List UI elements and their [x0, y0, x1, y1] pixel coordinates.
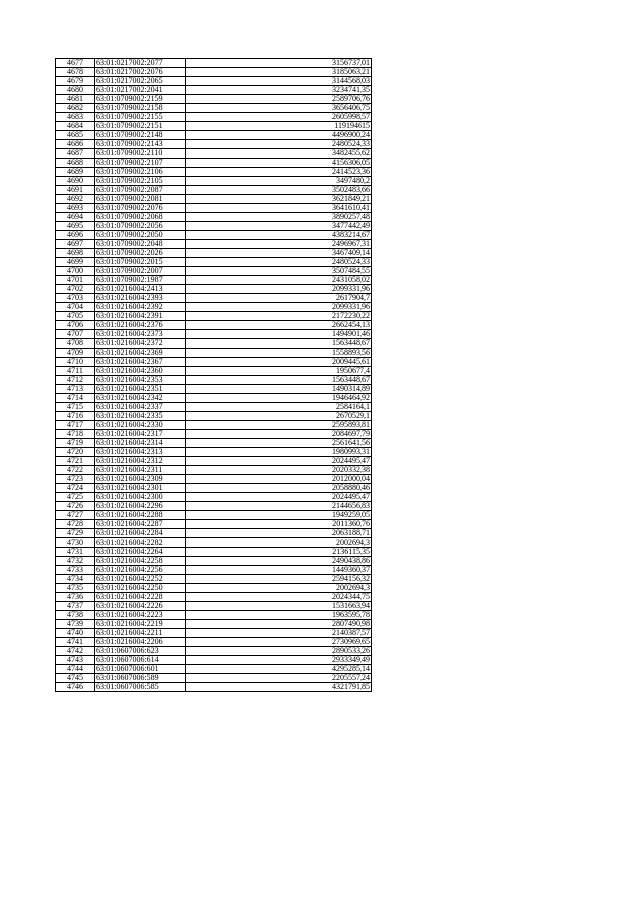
cadastral-value-cell: 2730969,65 [186, 638, 372, 647]
cadastral-value-cell: 3234741,35 [186, 86, 372, 95]
row-number-cell: 4719 [56, 438, 95, 447]
table-row [56, 321, 372, 330]
row-number-cell: 4701 [56, 276, 95, 285]
cadastral-value-cell: 2594156,32 [186, 574, 372, 583]
cadastral-value-cell: 2144656,83 [186, 502, 372, 511]
cadastral-number-cell: 63:01:0709002:2155 [95, 113, 186, 122]
row-number-cell: 4710 [56, 357, 95, 366]
row-number-cell: 4709 [56, 348, 95, 357]
table-row [56, 330, 372, 339]
cadastral-value-cell: 2024495,47 [186, 493, 372, 502]
cadastral-number-cell: 63:01:0216004:2309 [95, 475, 186, 484]
table-row [56, 68, 372, 77]
cadastral-value-cell: 2807490,98 [186, 619, 372, 628]
cadastral-value-cell: 4156306,05 [186, 158, 372, 167]
row-number-cell: 4736 [56, 592, 95, 601]
row-number-cell: 4700 [56, 267, 95, 276]
row-number-cell: 4729 [56, 529, 95, 538]
row-number-cell: 4707 [56, 330, 95, 339]
row-number-cell: 4723 [56, 475, 95, 484]
cadastral-value-cell: 2490438,86 [186, 556, 372, 565]
cadastral-value-cell: 2172230,22 [186, 312, 372, 321]
table-row [56, 511, 372, 520]
table-row [56, 638, 372, 647]
row-number-cell: 4715 [56, 402, 95, 411]
cadastral-value-cell: 3482455,62 [186, 149, 372, 158]
cadastral-value-cell: 2480524,33 [186, 258, 372, 267]
cadastral-number-cell: 63:01:0216004:2372 [95, 339, 186, 348]
cadastral-value-cell: 1563448,67 [186, 375, 372, 384]
table-row [56, 294, 372, 303]
cadastral-number-cell: 63:01:0709002:2106 [95, 167, 186, 176]
row-number-cell: 4706 [56, 321, 95, 330]
row-number-cell: 4727 [56, 511, 95, 520]
table-row [56, 647, 372, 656]
table-row [56, 113, 372, 122]
table-row [56, 619, 372, 628]
cadastral-value-cell: 2205557,24 [186, 674, 372, 683]
table-row [56, 167, 372, 176]
table-row [56, 339, 372, 348]
row-number-cell: 4738 [56, 610, 95, 619]
row-number-cell: 4699 [56, 258, 95, 267]
table-row [56, 547, 372, 556]
cadastral-value-cell: 2584164,1 [186, 402, 372, 411]
row-number-cell: 4703 [56, 294, 95, 303]
cadastral-value-cell: 1490314,89 [186, 384, 372, 393]
cadastral-number-cell: 63:01:0607006:589 [95, 674, 186, 683]
row-number-cell: 4698 [56, 248, 95, 257]
cadastral-value-cell: 2099331,96 [186, 303, 372, 312]
cadastral-number-cell: 63:01:0709002:2007 [95, 267, 186, 276]
table-row [56, 140, 372, 149]
row-number-cell: 4734 [56, 574, 95, 583]
cadastral-value-cell: 2063188,71 [186, 529, 372, 538]
table-body [56, 59, 372, 692]
cadastral-value-cell: 2012000,04 [186, 475, 372, 484]
cadastral-value-cell: 2662454,13 [186, 321, 372, 330]
cadastral-number-cell: 63:01:0607006:614 [95, 656, 186, 665]
cadastral-value-cell: 2496967,31 [186, 239, 372, 248]
cadastral-number-cell: 63:01:0709002:2026 [95, 248, 186, 257]
cadastral-number-cell: 63:01:0216004:2296 [95, 502, 186, 511]
row-number-cell: 4739 [56, 619, 95, 628]
row-number-cell: 4682 [56, 104, 95, 113]
table-row [56, 420, 372, 429]
cadastral-number-cell: 63:01:0216004:2284 [95, 529, 186, 538]
cadastral-value-cell: 2002694,3 [186, 583, 372, 592]
row-number-cell: 4689 [56, 167, 95, 176]
cadastral-value-cell: 2140387,57 [186, 628, 372, 637]
cadastral-value-cell: 1980993,31 [186, 448, 372, 457]
cadastral-value-cell: 3467409,14 [186, 248, 372, 257]
cadastral-value-cell: 2595893,81 [186, 420, 372, 429]
table-row [56, 574, 372, 583]
table-row [56, 267, 372, 276]
row-number-cell: 4714 [56, 393, 95, 402]
table-row [56, 248, 372, 257]
cadastral-number-cell: 63:01:0216004:2211 [95, 628, 186, 637]
table-row [56, 366, 372, 375]
cadastral-value-cell: 2480524,33 [186, 140, 372, 149]
row-number-cell: 4692 [56, 194, 95, 203]
table-row [56, 429, 372, 438]
cadastral-number-cell: 63:01:0216004:2314 [95, 438, 186, 447]
cadastral-number-cell: 63:01:0216004:2376 [95, 321, 186, 330]
table-row [56, 276, 372, 285]
cadastral-value-cell: 4321791,85 [186, 683, 372, 692]
table-row [56, 239, 372, 248]
row-number-cell: 4741 [56, 638, 95, 647]
row-number-cell: 4687 [56, 149, 95, 158]
cadastral-value-cell: 2084697,79 [186, 429, 372, 438]
cadastral-number-cell: 63:01:0216004:2300 [95, 493, 186, 502]
cadastral-number-cell: 63:01:0607006:585 [95, 683, 186, 692]
table-row [56, 438, 372, 447]
table-row [56, 158, 372, 167]
table-row [56, 230, 372, 239]
cadastral-value-cell: 1449360,37 [186, 565, 372, 574]
cadastral-number-cell: 63:01:0216004:2228 [95, 592, 186, 601]
table-row [56, 312, 372, 321]
table-row [56, 628, 372, 637]
table-row [56, 303, 372, 312]
cadastral-value-cell: 2136115,35 [186, 547, 372, 556]
cadastral-number-cell: 63:01:0709002:2143 [95, 140, 186, 149]
cadastral-value-cell: 3477442,49 [186, 221, 372, 230]
cadastral-value-cell: 2617904,7 [186, 294, 372, 303]
cadastral-number-cell: 63:01:0217002:2041 [95, 86, 186, 95]
cadastral-value-cell: 3144568,03 [186, 77, 372, 86]
cadastral-value-cell: 1558893,56 [186, 348, 372, 357]
row-number-cell: 4745 [56, 674, 95, 683]
cadastral-value-cell: 2024495,47 [186, 457, 372, 466]
cadastral-number-cell: 63:01:0216004:2219 [95, 619, 186, 628]
cadastral-number-cell: 63:01:0709002:2159 [95, 95, 186, 104]
cadastral-number-cell: 63:01:0217002:2065 [95, 77, 186, 86]
cadastral-value-cell: 1494901,46 [186, 330, 372, 339]
row-number-cell: 4740 [56, 628, 95, 637]
cadastral-number-cell: 63:01:0709002:2050 [95, 230, 186, 239]
table-row [56, 565, 372, 574]
cadastral-number-cell: 63:01:0217002:2077 [95, 59, 186, 68]
cadastral-number-cell: 63:01:0709002:1987 [95, 276, 186, 285]
table-row [56, 556, 372, 565]
cadastral-value-cell: 3507484,55 [186, 267, 372, 276]
table-row [56, 375, 372, 384]
row-number-cell: 4744 [56, 665, 95, 674]
cadastral-number-cell: 63:01:0709002:2148 [95, 131, 186, 140]
row-number-cell: 4742 [56, 647, 95, 656]
table-row [56, 448, 372, 457]
cadastral-value-cell: 3890257,48 [186, 212, 372, 221]
table-row [56, 393, 372, 402]
row-number-cell: 4743 [56, 656, 95, 665]
row-number-cell: 4730 [56, 538, 95, 547]
row-number-cell: 4732 [56, 556, 95, 565]
cadastral-number-cell: 63:01:0709002:2087 [95, 185, 186, 194]
row-number-cell: 4708 [56, 339, 95, 348]
table-row [56, 601, 372, 610]
table-row [56, 185, 372, 194]
cadastral-number-cell: 63:01:0709002:2105 [95, 176, 186, 185]
cadastral-number-cell: 63:01:0216004:2301 [95, 484, 186, 493]
cadastral-value-cell: 2589706,76 [186, 95, 372, 104]
cadastral-number-cell: 63:01:0216004:2250 [95, 583, 186, 592]
cadastral-number-cell: 63:01:0216004:2353 [95, 375, 186, 384]
row-number-cell: 4726 [56, 502, 95, 511]
row-number-cell: 4705 [56, 312, 95, 321]
cadastral-number-cell: 63:01:0216004:2312 [95, 457, 186, 466]
table-row [56, 221, 372, 230]
cadastral-number-cell: 63:01:0216004:2367 [95, 357, 186, 366]
row-number-cell: 4685 [56, 131, 95, 140]
row-number-cell: 4731 [56, 547, 95, 556]
cadastral-number-cell: 63:01:0216004:2342 [95, 393, 186, 402]
row-number-cell: 4678 [56, 68, 95, 77]
cadastral-value-cell: 2561641,56 [186, 438, 372, 447]
cadastral-number-cell: 63:01:0216004:2223 [95, 610, 186, 619]
table-row [56, 529, 372, 538]
table-row [56, 384, 372, 393]
table-row [56, 357, 372, 366]
table-row [56, 149, 372, 158]
row-number-cell: 4722 [56, 466, 95, 475]
cadastral-number-cell: 63:01:0216004:2413 [95, 285, 186, 294]
table-row [56, 95, 372, 104]
row-number-cell: 4717 [56, 420, 95, 429]
cadastral-number-cell: 63:01:0709002:2110 [95, 149, 186, 158]
cadastral-number-cell: 63:01:0216004:2391 [95, 312, 186, 321]
table-row [56, 538, 372, 547]
cadastral-number-cell: 63:01:0216004:2206 [95, 638, 186, 647]
table-row [56, 203, 372, 212]
cadastral-number-cell: 63:01:0216004:2287 [95, 520, 186, 529]
row-number-cell: 4694 [56, 212, 95, 221]
cadastral-number-cell: 63:01:0216004:2351 [95, 384, 186, 393]
table-row [56, 122, 372, 131]
row-number-cell: 4725 [56, 493, 95, 502]
cadastral-number-cell: 63:01:0216004:2256 [95, 565, 186, 574]
cadastral-value-cell: 3656406,75 [186, 104, 372, 113]
cadastral-number-cell: 63:01:0709002:2107 [95, 158, 186, 167]
table-row [56, 520, 372, 529]
table-row [56, 402, 372, 411]
row-number-cell: 4724 [56, 484, 95, 493]
cadastral-number-cell: 63:01:0216004:2337 [95, 402, 186, 411]
cadastral-number-cell: 63:01:0216004:2252 [95, 574, 186, 583]
cadastral-value-cell: 1963595,78 [186, 610, 372, 619]
cadastral-number-cell: 63:01:0709002:2068 [95, 212, 186, 221]
row-number-cell: 4716 [56, 411, 95, 420]
row-number-cell: 4681 [56, 95, 95, 104]
row-number-cell: 4695 [56, 221, 95, 230]
table-row [56, 59, 372, 68]
cadastral-number-cell: 63:01:0607006:601 [95, 665, 186, 674]
cadastral-value-cell: 3156737,01 [186, 59, 372, 68]
cadastral-value-table [55, 58, 372, 692]
row-number-cell: 4721 [56, 457, 95, 466]
cadastral-number-cell: 63:01:0709002:2015 [95, 258, 186, 267]
table-row [56, 131, 372, 140]
cadastral-value-cell: 1946464,92 [186, 393, 372, 402]
row-number-cell: 4693 [56, 203, 95, 212]
row-number-cell: 4679 [56, 77, 95, 86]
cadastral-value-cell: 4295285,14 [186, 665, 372, 674]
cadastral-number-cell: 63:01:0216004:2369 [95, 348, 186, 357]
row-number-cell: 4702 [56, 285, 95, 294]
row-number-cell: 4713 [56, 384, 95, 393]
cadastral-value-cell: 4496900,24 [186, 131, 372, 140]
table-row [56, 674, 372, 683]
cadastral-value-cell: 119194615 [186, 122, 372, 131]
cadastral-number-cell: 63:01:0709002:2048 [95, 239, 186, 248]
row-number-cell: 4704 [56, 303, 95, 312]
row-number-cell: 4677 [56, 59, 95, 68]
table-row [56, 583, 372, 592]
cadastral-value-cell: 2002694,3 [186, 538, 372, 547]
table-row [56, 86, 372, 95]
cadastral-number-cell: 63:01:0216004:2258 [95, 556, 186, 565]
row-number-cell: 4691 [56, 185, 95, 194]
row-number-cell: 4711 [56, 366, 95, 375]
cadastral-value-cell: 2933349,49 [186, 656, 372, 665]
cadastral-number-cell: 63:01:0216004:2288 [95, 511, 186, 520]
cadastral-value-cell: 3641610,41 [186, 203, 372, 212]
cadastral-number-cell: 63:01:0216004:2313 [95, 448, 186, 457]
table-row [56, 683, 372, 692]
row-number-cell: 4696 [56, 230, 95, 239]
row-number-cell: 4684 [56, 122, 95, 131]
row-number-cell: 4737 [56, 601, 95, 610]
cadastral-value-cell: 1563448,67 [186, 339, 372, 348]
table-row [56, 176, 372, 185]
row-number-cell: 4746 [56, 683, 95, 692]
cadastral-value-cell: 2605998,57 [186, 113, 372, 122]
row-number-cell: 4697 [56, 239, 95, 248]
row-number-cell: 4735 [56, 583, 95, 592]
cadastral-value-cell: 2099331,96 [186, 285, 372, 294]
table-row [56, 212, 372, 221]
cadastral-value-cell: 1949259,05 [186, 511, 372, 520]
table-row [56, 665, 372, 674]
table-row [56, 466, 372, 475]
table-row [56, 493, 372, 502]
cadastral-number-cell: 63:01:0216004:2392 [95, 303, 186, 312]
cadastral-number-cell: 63:01:0709002:2081 [95, 194, 186, 203]
row-number-cell: 4718 [56, 429, 95, 438]
table-row [56, 475, 372, 484]
cadastral-number-cell: 63:01:0216004:2311 [95, 466, 186, 475]
cadastral-value-cell: 2058880,46 [186, 484, 372, 493]
cadastral-value-cell: 3497480,2 [186, 176, 372, 185]
row-number-cell: 4720 [56, 448, 95, 457]
table-row [56, 77, 372, 86]
table-row [56, 592, 372, 601]
cadastral-value-cell: 4383214,67 [186, 230, 372, 239]
row-number-cell: 4688 [56, 158, 95, 167]
cadastral-number-cell: 63:01:0216004:2335 [95, 411, 186, 420]
table-row [56, 484, 372, 493]
row-number-cell: 4728 [56, 520, 95, 529]
cadastral-value-cell: 2009445,61 [186, 357, 372, 366]
cadastral-value-cell: 1950677,4 [186, 366, 372, 375]
cadastral-value-cell: 2431058,02 [186, 276, 372, 285]
table-row [56, 285, 372, 294]
cadastral-value-cell: 3185063,21 [186, 68, 372, 77]
row-number-cell: 4686 [56, 140, 95, 149]
row-number-cell: 4690 [56, 176, 95, 185]
cadastral-number-cell: 63:01:0709002:2151 [95, 122, 186, 131]
row-number-cell: 4683 [56, 113, 95, 122]
cadastral-value-cell: 2024344,75 [186, 592, 372, 601]
row-number-cell: 4712 [56, 375, 95, 384]
table-row [56, 194, 372, 203]
table-row [56, 656, 372, 665]
cadastral-number-cell: 63:01:0216004:2393 [95, 294, 186, 303]
cadastral-number-cell: 63:01:0709002:2158 [95, 104, 186, 113]
cadastral-number-cell: 63:01:0709002:2076 [95, 203, 186, 212]
cadastral-number-cell: 63:01:0216004:2360 [95, 366, 186, 375]
cadastral-number-cell: 63:01:0216004:2330 [95, 420, 186, 429]
table-row [56, 502, 372, 511]
cadastral-value-cell: 3621849,21 [186, 194, 372, 203]
cadastral-value-cell: 2011360,76 [186, 520, 372, 529]
cadastral-value-cell: 3502483,66 [186, 185, 372, 194]
cadastral-number-cell: 63:01:0216004:2373 [95, 330, 186, 339]
cadastral-value-cell: 2020332,38 [186, 466, 372, 475]
cadastral-value-cell: 2890533,26 [186, 647, 372, 656]
cadastral-value-cell: 1531663,94 [186, 601, 372, 610]
row-number-cell: 4733 [56, 565, 95, 574]
table-row [56, 457, 372, 466]
table-row [56, 348, 372, 357]
row-number-cell: 4680 [56, 86, 95, 95]
table-row [56, 411, 372, 420]
cadastral-value-cell: 2414523,36 [186, 167, 372, 176]
cadastral-number-cell: 63:01:0216004:2282 [95, 538, 186, 547]
cadastral-number-cell: 63:01:0607006:623 [95, 647, 186, 656]
cadastral-number-cell: 63:01:0217002:2076 [95, 68, 186, 77]
table-row [56, 610, 372, 619]
cadastral-number-cell: 63:01:0216004:2264 [95, 547, 186, 556]
cadastral-number-cell: 63:01:0709002:2056 [95, 221, 186, 230]
table-row [56, 104, 372, 113]
table-row [56, 258, 372, 267]
cadastral-value-cell: 2670529,1 [186, 411, 372, 420]
cadastral-number-cell: 63:01:0216004:2317 [95, 429, 186, 438]
cadastral-number-cell: 63:01:0216004:2226 [95, 601, 186, 610]
